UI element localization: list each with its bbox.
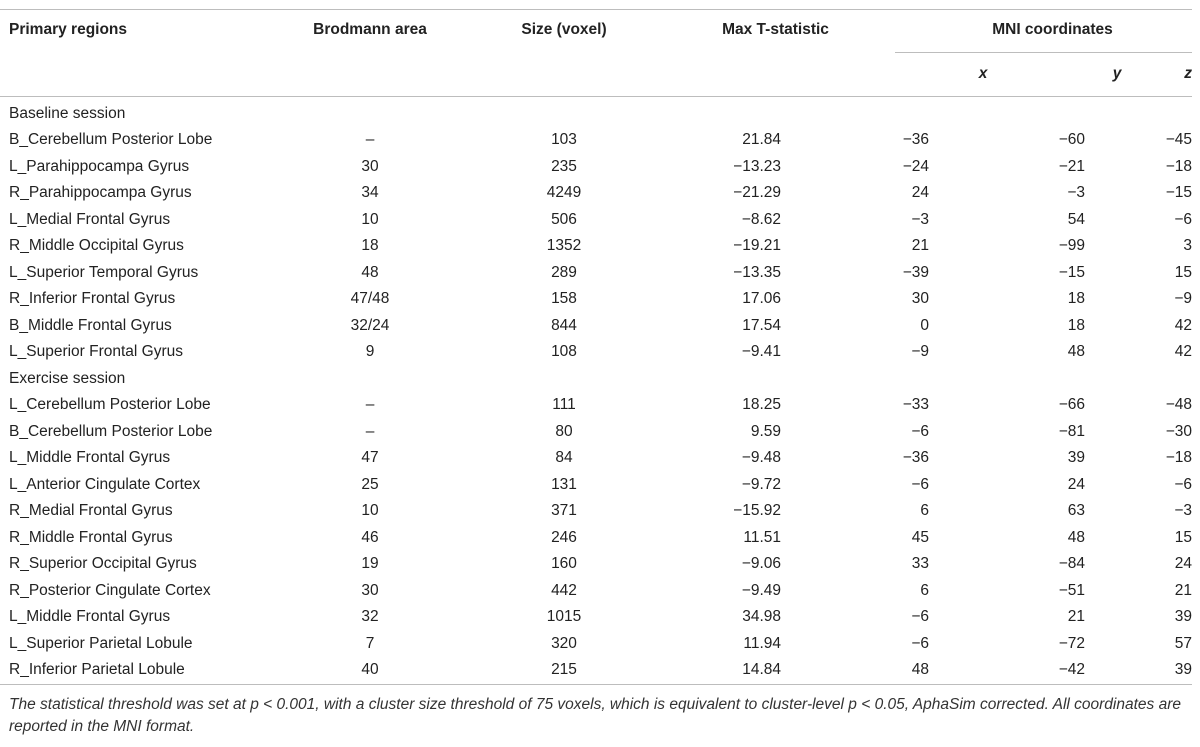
header-mni-label: MNI coordinates bbox=[992, 21, 1113, 38]
cell-max-t: −9.72 bbox=[741, 475, 781, 493]
mni-underline bbox=[895, 52, 1192, 53]
cell-z: 39 bbox=[1151, 657, 1192, 684]
section-title: Exercise session bbox=[9, 369, 126, 387]
cell-max-t: 11.94 bbox=[743, 634, 781, 652]
cell-region: B_Middle Frontal Gyrus bbox=[9, 316, 172, 334]
table-row bbox=[0, 392, 1192, 419]
table-row bbox=[0, 445, 1192, 472]
table-row bbox=[0, 286, 1192, 313]
cell-x: 45 bbox=[911, 528, 929, 546]
cell-x: −6 bbox=[911, 634, 929, 652]
cell-max-t: −9.48 bbox=[741, 449, 781, 467]
cell-max-t: 14.84 bbox=[656, 657, 895, 684]
cell-z: 42 bbox=[1174, 316, 1193, 334]
cell-size: 289 bbox=[551, 263, 577, 281]
cell-z: 15 bbox=[1174, 263, 1193, 281]
table-row bbox=[0, 180, 1192, 207]
cell-max-t: −13.23 bbox=[733, 157, 781, 175]
cell-brodmann-area: 18 bbox=[361, 237, 379, 255]
cell-max-t: −21.29 bbox=[733, 184, 781, 202]
cell-region: L_Anterior Cingulate Cortex bbox=[9, 475, 201, 493]
cell-z: −30 bbox=[1165, 422, 1193, 440]
cell-brodmann-area: – bbox=[365, 396, 375, 414]
cell-y: 48 bbox=[1067, 528, 1085, 546]
header-brodmann-area: Brodmann area bbox=[313, 21, 427, 38]
cell-y: −3 bbox=[1067, 184, 1085, 202]
cell-size: 235 bbox=[551, 157, 577, 175]
cell-z: −48 bbox=[1165, 396, 1193, 414]
cell-region: L_Superior Temporal Gyrus bbox=[9, 263, 199, 281]
cell-z: −18 bbox=[1165, 157, 1193, 175]
cell-z: 21 bbox=[1174, 581, 1193, 599]
cell-x: 0 bbox=[920, 316, 929, 334]
cell-brodmann-area: 32 bbox=[361, 608, 379, 626]
cell-x: −6 bbox=[911, 475, 929, 493]
cell-max-t: −13.35 bbox=[733, 263, 781, 281]
cell-size: 131 bbox=[551, 475, 577, 493]
cell-x: −6 bbox=[911, 422, 929, 440]
cell-size: 1015 bbox=[546, 608, 582, 626]
cell-y: 54 bbox=[1067, 210, 1085, 228]
cell-brodmann-area: 48 bbox=[361, 263, 379, 281]
table-row bbox=[0, 207, 1192, 234]
cell-x: 33 bbox=[911, 555, 929, 573]
cell-y: −66 bbox=[1058, 396, 1085, 414]
cell-region: R_Middle Frontal Gyrus bbox=[9, 528, 173, 546]
table-row bbox=[0, 127, 1192, 154]
cell-z: −18 bbox=[1165, 449, 1193, 467]
cell-size: 158 bbox=[551, 290, 577, 308]
cell-z: 39 bbox=[1174, 608, 1193, 626]
cell-z: −6 bbox=[1174, 210, 1193, 228]
cell-max-t: 18.25 bbox=[742, 396, 781, 414]
header-z: z bbox=[1184, 65, 1193, 82]
cell-max-t: −9.49 bbox=[741, 581, 781, 599]
cell-brodmann-area: 47 bbox=[361, 449, 379, 467]
cell-region: R_Parahippocampa Gyrus bbox=[9, 184, 192, 202]
header-y: y bbox=[1112, 65, 1122, 82]
cell-region: R_Inferior Frontal Gyrus bbox=[9, 290, 176, 308]
table-row bbox=[0, 260, 1192, 287]
cell-x: 24 bbox=[911, 184, 929, 202]
cell-brodmann-area: – bbox=[365, 422, 375, 440]
cell-x: 21 bbox=[911, 237, 929, 255]
cell-brodmann-area: – bbox=[365, 131, 375, 149]
table-row bbox=[0, 578, 1192, 605]
cell-y: 39 bbox=[1067, 449, 1085, 467]
cell-region: L_Superior Parietal Lobule bbox=[9, 634, 193, 652]
cell-max-t: 17.54 bbox=[742, 316, 781, 334]
cell-max-t: 9.59 bbox=[750, 422, 781, 440]
cell-size: 4249 bbox=[546, 184, 582, 202]
cell-x: −6 bbox=[911, 608, 929, 626]
cell-max-t: 21.84 bbox=[742, 131, 781, 149]
cell-brodmann-area: 30 bbox=[361, 581, 379, 599]
cell-z: −3 bbox=[1174, 502, 1193, 520]
cell-size: 371 bbox=[551, 502, 577, 520]
results-table bbox=[0, 9, 1192, 685]
cell-size: 215 bbox=[472, 657, 656, 684]
cell-y: 18 bbox=[1067, 290, 1085, 308]
cell-brodmann-area: 34 bbox=[361, 184, 379, 202]
table-footnote: The statistical threshold was set at p < 0.001, with a cluster size threshold of 75 voxels, which is equivalent to cluster-level p < 0.05, AphaSim corrected. All coordinates are reported in the MNI format. bbox=[9, 696, 1181, 735]
cell-size: 103 bbox=[551, 131, 577, 149]
table-row bbox=[0, 154, 1192, 181]
cell-size: 84 bbox=[555, 449, 573, 467]
cell-max-t: 17.06 bbox=[742, 290, 781, 308]
cell-size: 442 bbox=[551, 581, 577, 599]
cell-max-t: −19.21 bbox=[733, 237, 781, 255]
cell-size: 506 bbox=[551, 210, 577, 228]
cell-region: L_Medial Frontal Gyrus bbox=[9, 210, 171, 228]
cell-y: 48 bbox=[1067, 343, 1085, 361]
cell-brodmann-area: 10 bbox=[361, 210, 379, 228]
cell-y: −81 bbox=[1058, 422, 1085, 440]
cell-region: B_Cerebellum Posterior Lobe bbox=[9, 422, 213, 440]
cell-x: −9 bbox=[911, 343, 929, 361]
cell-region: B_Cerebellum Posterior Lobe bbox=[9, 131, 213, 149]
cell-z: 3 bbox=[1183, 237, 1193, 255]
cell-brodmann-area: 46 bbox=[361, 528, 379, 546]
table-body bbox=[0, 96, 1192, 684]
cell-size: 111 bbox=[552, 396, 576, 414]
cell-y: −72 bbox=[1058, 634, 1085, 652]
cell-x: −36 bbox=[902, 449, 929, 467]
cell-y: −84 bbox=[1058, 555, 1085, 573]
table-row bbox=[0, 419, 1192, 446]
cell-size: 320 bbox=[551, 634, 577, 652]
cell-brodmann-area: 32/24 bbox=[350, 316, 390, 334]
cell-y: 21 bbox=[1067, 608, 1085, 626]
cell-size: 844 bbox=[551, 316, 577, 334]
table-row bbox=[0, 472, 1192, 499]
cell-z: 15 bbox=[1174, 528, 1193, 546]
cell-z: −15 bbox=[1165, 184, 1193, 202]
table-row bbox=[0, 551, 1192, 578]
cell-y: −15 bbox=[1058, 263, 1085, 281]
cell-z: 24 bbox=[1174, 555, 1193, 573]
table-row bbox=[0, 525, 1192, 552]
cell-z: −45 bbox=[1165, 131, 1193, 149]
cell-region: L_Middle Frontal Gyrus bbox=[9, 449, 171, 467]
cell-max-t: −15.92 bbox=[733, 502, 781, 520]
table-row bbox=[0, 339, 1192, 366]
cell-region: R_Posterior Cingulate Cortex bbox=[9, 581, 211, 599]
cell-brodmann-area: 7 bbox=[365, 634, 375, 652]
cell-x: 6 bbox=[920, 581, 929, 599]
cell-region: L_Cerebellum Posterior Lobe bbox=[9, 396, 211, 414]
cell-max-t: 34.98 bbox=[742, 608, 781, 626]
cell-z: 57 bbox=[1174, 634, 1193, 652]
header-size: Size (voxel) bbox=[521, 21, 607, 38]
table-row bbox=[0, 313, 1192, 340]
cell-y: −60 bbox=[1058, 131, 1085, 149]
cell-size: 160 bbox=[551, 555, 577, 573]
table-row bbox=[0, 233, 1192, 260]
table-row bbox=[0, 631, 1192, 658]
cell-x: −3 bbox=[911, 210, 929, 228]
cell-size: 1352 bbox=[546, 237, 582, 255]
section-row bbox=[0, 366, 1192, 393]
cell-region: R_Middle Occipital Gyrus bbox=[9, 237, 184, 255]
cell-x: −36 bbox=[902, 131, 929, 149]
cell-y: 24 bbox=[1067, 475, 1085, 493]
header-max-t: Max T-statistic bbox=[722, 21, 829, 38]
cell-size: 108 bbox=[551, 343, 577, 361]
cell-brodmann-area: 10 bbox=[361, 502, 379, 520]
header-mni-coordinates bbox=[895, 10, 1192, 53]
table-row bbox=[0, 657, 1192, 684]
cell-size: 246 bbox=[551, 528, 577, 546]
cell-z: −6 bbox=[1174, 475, 1193, 493]
cell-z: 42 bbox=[1174, 343, 1193, 361]
cell-x: −24 bbox=[902, 157, 929, 175]
cell-y: 18 bbox=[1067, 316, 1085, 334]
section-title: Baseline session bbox=[9, 104, 126, 122]
header-primary-regions: Primary regions bbox=[9, 21, 128, 38]
cell-x: 30 bbox=[911, 290, 929, 308]
cell-y: 63 bbox=[1067, 502, 1085, 520]
cell-max-t: 11.51 bbox=[743, 528, 781, 546]
cell-region: L_Superior Frontal Gyrus bbox=[9, 343, 184, 361]
table-header bbox=[0, 10, 1192, 97]
cell-brodmann-area: 30 bbox=[361, 157, 379, 175]
cell-x: 48 bbox=[895, 657, 1023, 684]
section-row bbox=[0, 96, 1192, 127]
cell-region: R_Superior Occipital Gyrus bbox=[9, 555, 197, 573]
cell-max-t: −8.62 bbox=[741, 210, 781, 228]
cell-brodmann-area: 40 bbox=[268, 657, 472, 684]
cell-x: −33 bbox=[902, 396, 929, 414]
cell-max-t: −9.06 bbox=[741, 555, 781, 573]
cell-brodmann-area: 25 bbox=[361, 475, 379, 493]
table-row bbox=[0, 604, 1192, 631]
cell-brodmann-area: 9 bbox=[365, 343, 375, 361]
cell-region: L_Parahippocampa Gyrus bbox=[9, 157, 190, 175]
cell-max-t: −9.41 bbox=[741, 343, 781, 361]
table-row bbox=[0, 498, 1192, 525]
cell-brodmann-area: 19 bbox=[361, 555, 379, 573]
cell-y: −99 bbox=[1058, 237, 1085, 255]
cell-brodmann-area: 47/48 bbox=[350, 290, 390, 308]
cell-x: −39 bbox=[902, 263, 929, 281]
cell-region: L_Middle Frontal Gyrus bbox=[9, 608, 171, 626]
cell-x: 6 bbox=[920, 502, 929, 520]
cell-z: −9 bbox=[1174, 290, 1193, 308]
cell-y: −42 bbox=[1023, 657, 1151, 684]
cell-y: −51 bbox=[1058, 581, 1085, 599]
header-x: x bbox=[978, 65, 988, 82]
cell-region: R_Medial Frontal Gyrus bbox=[9, 502, 173, 520]
cell-y: −21 bbox=[1058, 157, 1085, 175]
cell-size: 80 bbox=[555, 422, 573, 440]
cell-region: R_Inferior Parietal Lobule bbox=[0, 657, 268, 684]
